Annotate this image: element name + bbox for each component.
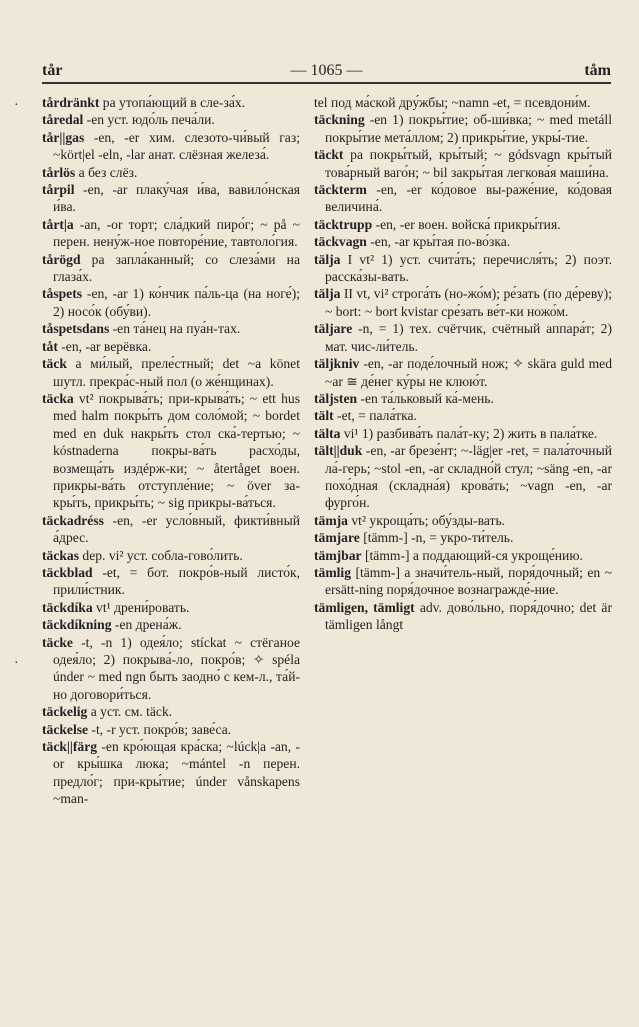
dictionary-entry: [314, 355, 612, 390]
headword: tårögd: [42, 251, 81, 267]
definition: -en, -er ко́довое вы-раже́ние, ко́довая величина́.: [325, 182, 612, 215]
dictionary-entry: [42, 181, 300, 216]
dictionary-entry: [42, 285, 300, 320]
definition: pa запла́канный; со слеза́ми на глаза́х.: [53, 251, 300, 285]
dictionary-entry: [314, 425, 612, 442]
dictionary-entry: [42, 564, 300, 599]
dictionary-entry: [42, 129, 300, 164]
headword: tämjbar: [314, 547, 362, 563]
dictionary-entry: [314, 320, 612, 355]
headword: tår||gas: [42, 129, 85, 145]
definition: -en та́нец на пуа́н-тах.: [109, 321, 241, 337]
dictionary-entry: [42, 634, 300, 704]
dictionary-entry: [42, 616, 300, 633]
dictionary-entry: [314, 216, 612, 233]
definition: I vt² 1) уст. счита́ть; перечисля́ть; 2) поэт. расска́зы-вать.: [325, 251, 612, 285]
headword: täcka: [42, 390, 74, 406]
definition: adv. дово́льно, поря́дочно; det är tämligen långt: [325, 599, 612, 633]
definition: -t, -n 1) одея́ло; stíckat ~ стёганое одея́ло; 2) покрыва́-ло, покро́в; ✧ spéla únder ~ med ngn быть заодно́ с кем-л., та́й-но договори́ться.: [53, 634, 300, 702]
dictionary-entry: [314, 547, 612, 564]
definition: -en 1) покры́тие; об-ши́вка; ~ med metáll покры́тие мета́ллом; 2) прикры́тие, укры́-тие.: [325, 112, 612, 145]
dictionary-entry: [42, 338, 300, 355]
headword: täljare: [314, 321, 353, 337]
headword: täckblad: [42, 564, 93, 580]
dictionary-entry: [42, 512, 300, 547]
definition: -et, = бот. покро́в-ный листо́к, прили́стник.: [53, 564, 300, 598]
headword: tåspets: [42, 286, 83, 302]
headword: täckdíka: [42, 599, 93, 615]
dictionary-entry: [314, 233, 612, 250]
definition: [tämm-] a поддающий-ся укроще́нию.: [361, 547, 583, 563]
dictionary-entry: [42, 390, 300, 512]
dictionary-entry: [314, 111, 612, 146]
definition: -en дрена́ж.: [111, 617, 182, 633]
dictionary-entry: [314, 529, 612, 546]
definition: -en, -er воен. войска́ прикры́тия.: [372, 216, 561, 232]
headword: täckadréss: [42, 512, 104, 528]
dictionary-entry: [42, 320, 300, 337]
definition: -en, -ar верёвка.: [57, 338, 152, 354]
definition: -en, -ar плаку́чая и́ва, вавило́нская и́ва.: [53, 182, 300, 215]
headword: täckelse: [42, 721, 89, 737]
headword: tämja: [314, 512, 348, 528]
dictionary-entry: [42, 721, 300, 738]
definition: [tämm-] a значи́тель-ный, поря́дочный; en ~ ersätt-ning поря́дочное вознагражде́-ние.: [325, 564, 612, 598]
headword: tälta: [314, 425, 341, 441]
dictionary-entry: [314, 390, 612, 407]
headword: täljkniv: [314, 356, 360, 372]
headword: tämjare: [314, 530, 360, 546]
header-right-guide-word: tåm: [584, 62, 611, 79]
headword: tårlös: [42, 164, 76, 180]
headword: tämlig: [314, 564, 351, 580]
headword: tåt: [42, 338, 58, 354]
page-header: [42, 62, 611, 82]
dictionary-entry: [314, 407, 612, 424]
dictionary-entry: [42, 216, 300, 251]
definition: pa утопа́ющий в сле-за́х.: [99, 95, 246, 110]
definition: -an, -or торт; сла́дкий пиро́г; ~ på ~ перен. нену́ж-ное повторе́ние, тавтоло́гия.: [53, 216, 300, 250]
definition: II vt, vi² строга́ть (но-жо́м); ре́зать (по де́реву); ~ bort: ~ bort kvistar сре́зать ве́т-ки ножо́м.: [325, 286, 612, 319]
definition: -en, -ar кры́тая по-во́зка.: [366, 234, 511, 250]
dictionary-entry: [314, 251, 612, 286]
headword: tåredal: [42, 112, 84, 128]
headword: täcke: [42, 634, 73, 650]
definition: -en, -er усло́вный, фикти́вный а́дрес.: [53, 512, 300, 546]
headword: täcktrupp: [314, 216, 373, 232]
headword: täck||färg: [42, 739, 98, 755]
margin-dot: ·: [14, 98, 19, 113]
headword: tårdränkt: [42, 95, 100, 110]
dictionary-entry: [314, 564, 612, 599]
margin-dot: ·: [14, 656, 19, 671]
header-left-guide-word: tår: [42, 62, 63, 79]
dictionary-entry: [42, 111, 300, 128]
dictionary-entry: [42, 355, 300, 390]
definition: -en, -er хим. слезото-чи́вый газ; ~kört|el -eln, -lar анат. слёзная железа́.: [53, 129, 300, 163]
dictionary-entry: [42, 738, 300, 808]
dictionary-entry: [314, 512, 612, 529]
headword: täckdíkning: [42, 617, 112, 633]
headword: tält: [314, 408, 334, 424]
definition: -en та́льковый ка́-мень.: [357, 390, 494, 406]
left-column: [42, 94, 300, 808]
headword: täckvagn: [314, 234, 367, 250]
definition: vt¹ дрени́ровать.: [92, 599, 190, 615]
headword: tårt|a: [42, 216, 74, 232]
headword: tämligen, tämligt: [314, 599, 415, 615]
definition: vt² укроща́ть; обу́зды-вать.: [347, 512, 506, 528]
definition: a без слёз.: [75, 164, 138, 180]
definition: -en кро́ющая кра́ска; ~lúck|a -an, -or кры́шка люка; ~mántel -n перен. предло́г; при-кры́тие; únder vånskapens ~man-: [53, 739, 300, 807]
right-column: [314, 94, 612, 634]
headword: täljsten: [314, 390, 358, 406]
definition: -t, -r уст. покро́в; заве́са.: [88, 721, 232, 737]
headword: tårpil: [42, 182, 75, 198]
headword: tälja: [314, 286, 341, 302]
definition: -en, -ar 1) ко́нчик па́ль-ца (на ноге́); 2) носо́к (обу́ви).: [53, 286, 300, 319]
definition: -et, = пала́тка.: [333, 408, 417, 424]
dictionary-entry: [42, 94, 300, 111]
definition: dep. vi² уст. собла-гово́лить.: [79, 547, 243, 563]
definition: -en уст. юдо́ль печа́ли.: [83, 112, 215, 128]
definition: [tämm-] -n, = укро-ти́тель.: [359, 530, 514, 546]
definition: -n, = 1) тех. счётчик, счётный аппара́т; 2) мат. чис-ли́тель.: [325, 321, 612, 354]
headword: täckning: [314, 112, 365, 128]
headword: tälja: [314, 251, 341, 267]
headword: täckelig: [42, 704, 88, 720]
definition: tel под ма́ской дру́жбы; ~namn -et, = псевдони́м.: [314, 95, 591, 110]
dictionary-entry: [42, 547, 300, 564]
dictionary-entry: [314, 146, 612, 181]
dictionary-entry: [314, 181, 612, 216]
headword: täckterm: [314, 182, 367, 198]
headword: tält||duk: [314, 443, 363, 459]
definition: pa покры́тый, кры́тый; ~ gódsvagn кры́тый това́рный ваго́н; ~ bil закры́тая легкова́я маши́на.: [325, 147, 612, 180]
headword: täckt: [314, 147, 344, 163]
definition: a ми́лый, преле́стный; det ~a könet шутл. прекра́с-ный пол (о же́нщинах).: [53, 356, 300, 389]
dictionary-entry: [42, 599, 300, 616]
definition: a уст. см. täck.: [87, 704, 173, 720]
header-rule: [42, 82, 611, 84]
definition: vi¹ 1) разбива́ть пала́т-ку; 2) жить в пала́тке.: [340, 425, 598, 441]
dictionary-entry: [42, 164, 300, 181]
dictionary-entry: [42, 703, 300, 720]
definition: -en, -ar поде́лочный нож; ✧ skära guld med ~ar ≅ де́нег ку́ры не клюю́т.: [325, 356, 612, 389]
dictionary-entry: [314, 599, 612, 634]
dictionary-entry: [314, 442, 612, 512]
definition: -en, -ar брезе́нт; ~-läg|er -ret, = пала́точный ла́-герь; ~stol -en, -ar складно́й стул; ~säng -en, -ar похо́дная (складна́я) крова́ть; ~vagn -en, -ar фурго́н.: [325, 443, 612, 511]
definition: vt² покрыва́ть; при-крыва́ть; ~ ett hus med halm покры́ть дом соло́мой; ~ bordet med en duk накры́ть стол ска́-тертью; ~ kóstnaderna покры-ва́ть расхо́ды, возмеща́ть издéрж-ки; ~ återtåget воен. прикры-ва́ть отступле́ние; ~ över за-кры́ть, прикры́ть; ~ sig прикры-ва́ться.: [53, 390, 300, 511]
headword: tåspetsdans: [42, 321, 110, 337]
headword: täckas: [42, 547, 80, 563]
dictionary-entry: [314, 94, 612, 111]
dictionary-entry: [42, 251, 300, 286]
page-number: — 1065 —: [290, 62, 363, 79]
dictionary-entry: [314, 285, 612, 320]
headword: täck: [42, 356, 67, 372]
